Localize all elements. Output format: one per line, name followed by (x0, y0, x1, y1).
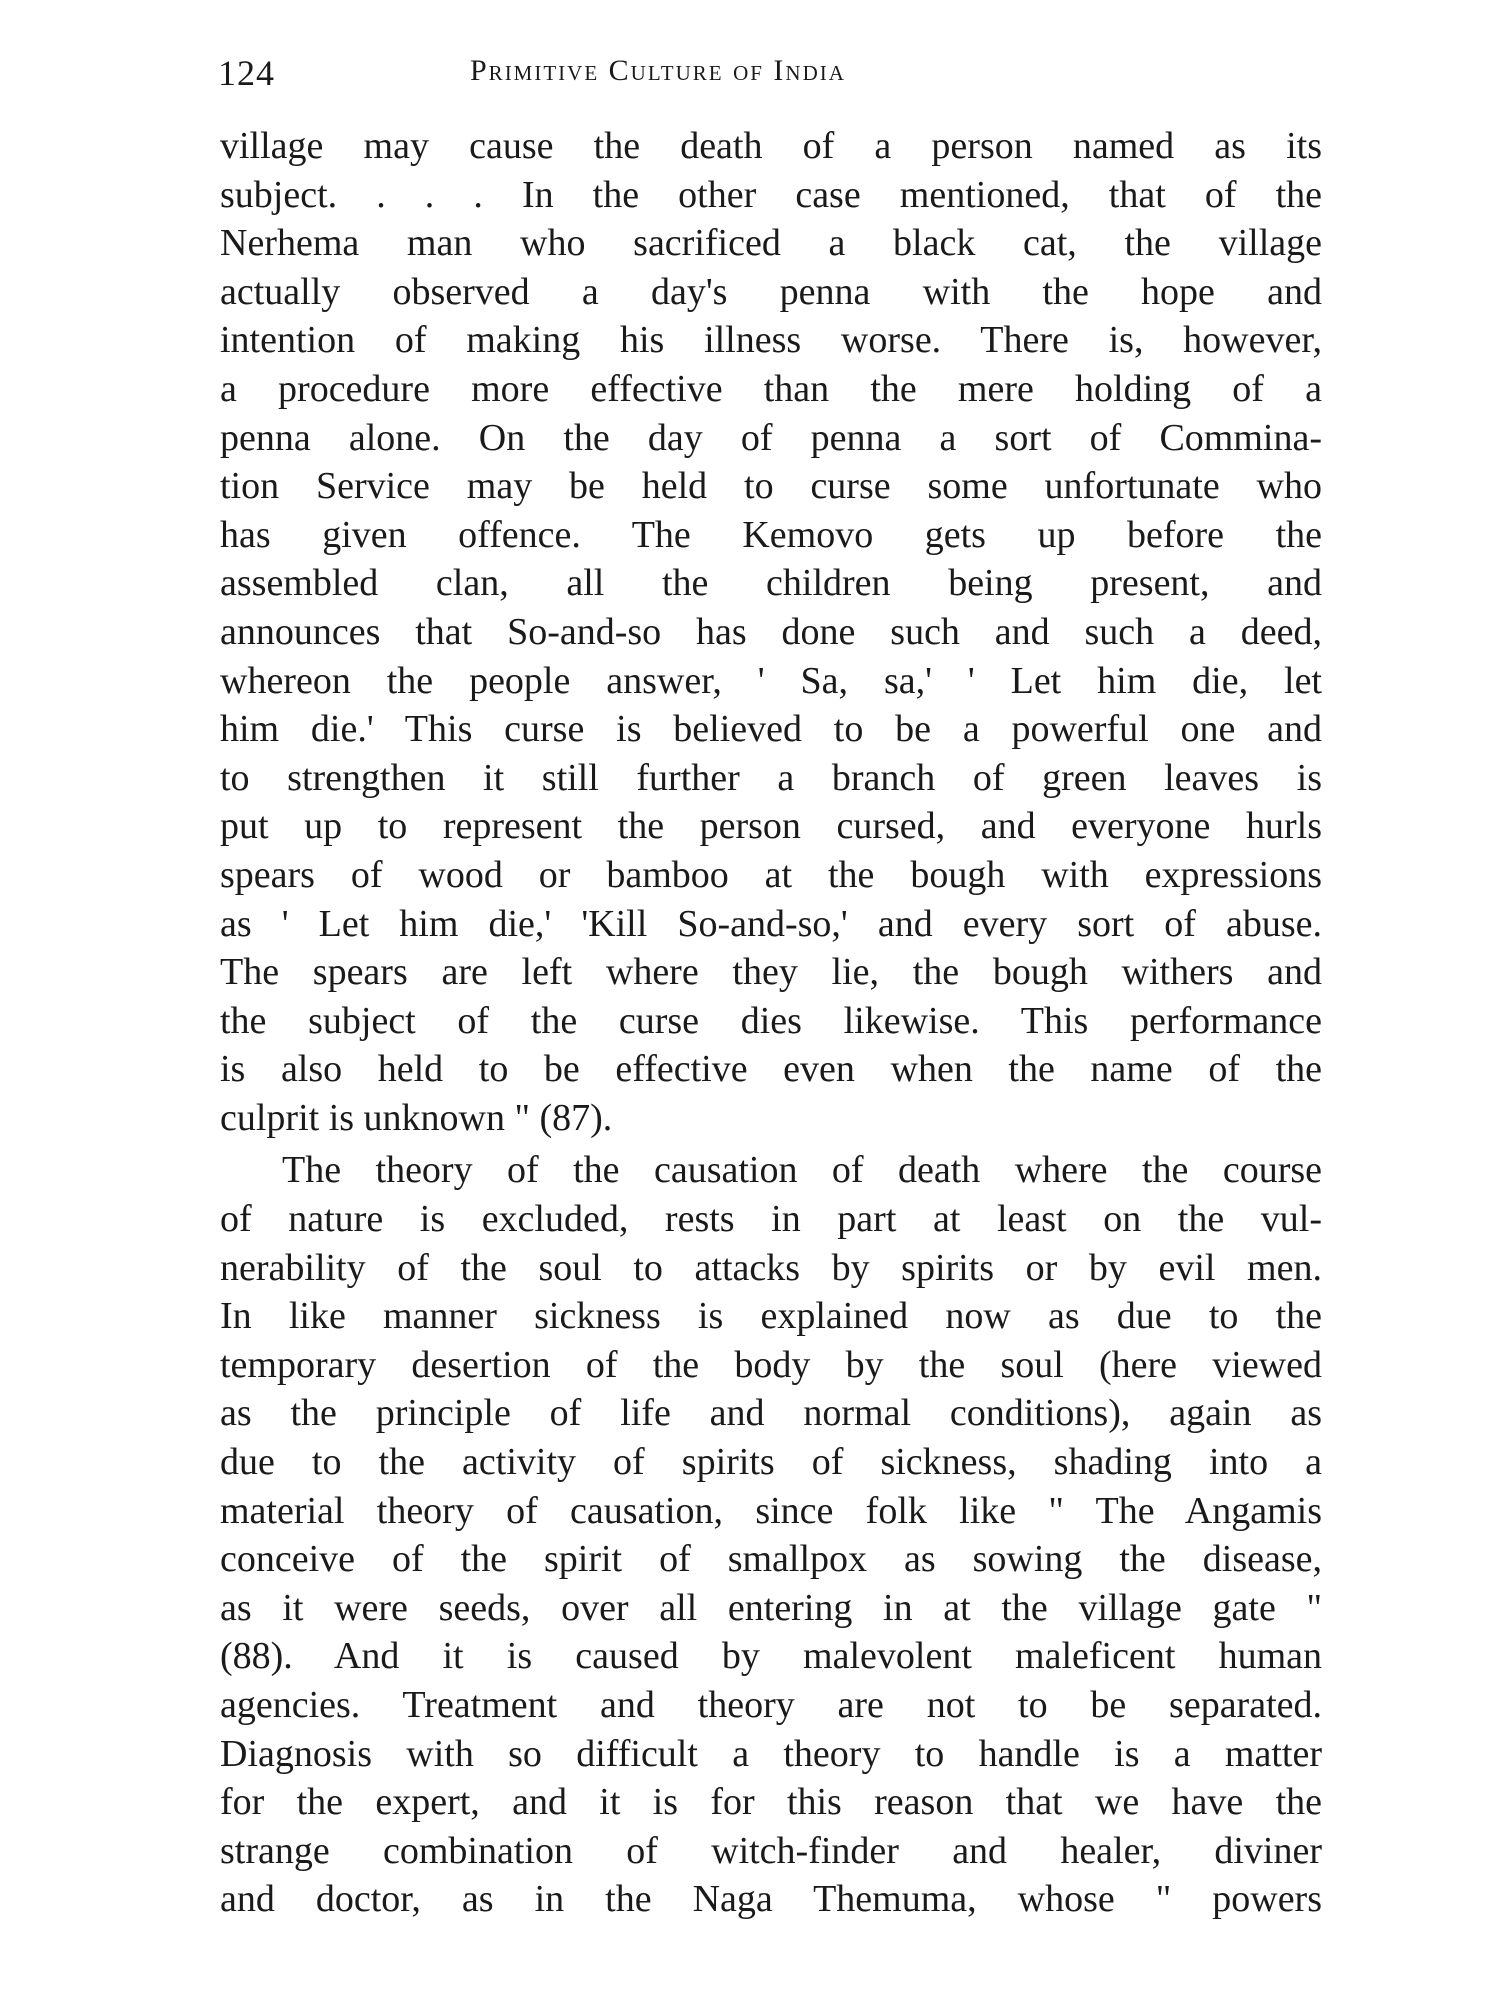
text-line: a procedure more effective than the mere holding of a (220, 367, 1322, 410)
text-line: put up to represent the person cursed, and everyone hurls (220, 805, 1322, 848)
text-line: and doctor, as in the Naga Themuma, whose " powers (220, 1878, 1322, 1921)
text-line: Nerhema man who sacrificed a black cat, the village (220, 222, 1322, 265)
text-line: to strengthen it still further a branch of green leaves is (220, 756, 1322, 799)
text-line: subject. . . . In the other case mentioned, that of the (220, 173, 1322, 216)
text-line: actually observed a day's penna with the hope and (220, 270, 1322, 313)
text-line: village may cause the death of a person named as its (220, 125, 1322, 167)
text-line: (88). And it is caused by malevolent maleficent human (220, 1635, 1322, 1678)
text-line: for the expert, and it is for this reason that we have the (220, 1781, 1322, 1824)
text-line: is also held to be effective even when the name of the (220, 1048, 1322, 1091)
text-line: announces that So-and-so has done such and such a deed, (220, 610, 1322, 653)
text-line: The spears are left where they lie, the bough withers and (220, 951, 1322, 994)
text-line: spears of wood or bamboo at the bough with expressions (220, 853, 1322, 896)
running-title: Primitive Culture of India (470, 54, 846, 87)
paragraph-1 (220, 122, 1322, 1142)
text-line: as the principle of life and normal conditions), again as (220, 1392, 1322, 1435)
text-line: penna alone. On the day of penna a sort of Commina- (220, 416, 1322, 459)
text-line: In like manner sickness is explained now as due to the (220, 1295, 1322, 1338)
text-line: conceive of the spirit of smallpox as sowing the disease, (220, 1538, 1322, 1581)
text-line: as it were seeds, over all entering in at the village gate " (220, 1586, 1322, 1629)
text-line: the subject of the curse dies likewise. This performance (220, 999, 1322, 1042)
text-line: whereon the people answer, ' Sa, sa,' ' Let him die, let (220, 659, 1322, 702)
page-number: 124 (218, 53, 275, 93)
running-head (218, 52, 1323, 102)
paragraph-2 (220, 1146, 1322, 1924)
text-line: has given offence. The Kemovo gets up before the (220, 513, 1322, 556)
text-line: tion Service may be held to curse some unfortunate who (220, 465, 1322, 508)
text-line: Diagnosis with so difficult a theory to handle is a matter (220, 1732, 1322, 1775)
text-line: intention of making his illness worse. There is, however, (220, 319, 1322, 362)
body-text (220, 122, 1322, 1924)
text-line: temporary desertion of the body by the soul (here viewed (220, 1343, 1322, 1386)
text-line: agencies. Treatment and theory are not to be separated. (220, 1684, 1322, 1726)
text-line: culprit is unknown " (87). (220, 1096, 613, 1139)
text-line: as ' Let him die,' 'Kill So-and-so,' and every sort of abuse. (220, 902, 1322, 945)
text-line: of nature is excluded, rests in part at least on the vul- (220, 1198, 1322, 1241)
text-line: due to the activity of spirits of sickness, shading into a (220, 1441, 1322, 1484)
text-line: material theory of causation, since folk like " The Angamis (220, 1489, 1322, 1532)
text-line: strange combination of witch-finder and healer, diviner (220, 1829, 1322, 1872)
text-line: assembled clan, all the children being present, and (220, 562, 1322, 605)
text-line: nerability of the soul to attacks by spirits or by evil men. (220, 1246, 1322, 1289)
text-line: him die.' This curse is believed to be a powerful one and (220, 708, 1322, 751)
text-line: The theory of the causation of death where the course (282, 1149, 1322, 1192)
